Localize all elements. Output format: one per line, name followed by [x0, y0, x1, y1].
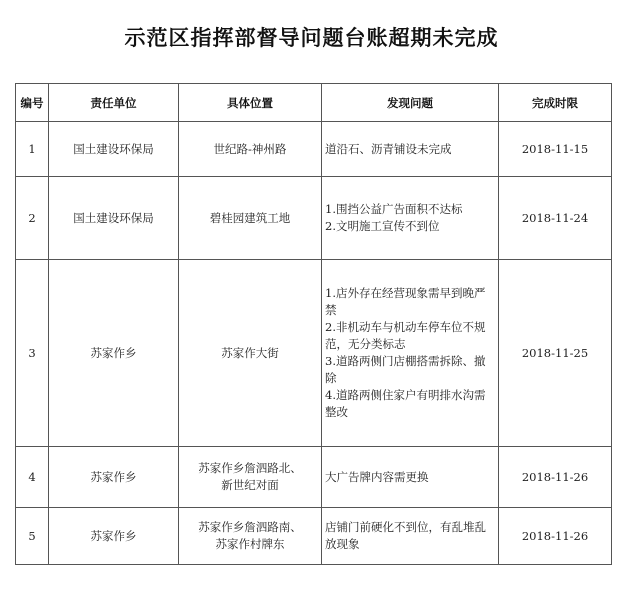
row-id: 3 — [16, 260, 49, 447]
page-title: 示范区指挥部督导问题台账超期未完成 — [124, 26, 499, 50]
row-location — [179, 447, 322, 508]
table-row — [16, 177, 612, 260]
header-id: 编号 — [16, 84, 49, 122]
problem-item: 3.道路两侧门店棚搭需拆除、撤除 — [325, 354, 486, 385]
table-row — [16, 447, 612, 508]
problem-item: 店铺门前硬化不到位，有乱堆乱放现象 — [325, 520, 486, 551]
row-unit: 苏家作乡 — [49, 508, 179, 565]
row-deadline: 2018-11-25 — [499, 260, 612, 447]
row-problem — [322, 122, 499, 177]
row-id: 4 — [16, 447, 49, 508]
row-deadline: 2018-11-15 — [499, 122, 612, 177]
problem-item: 1.店外存在经营现象需早到晚严禁 — [325, 286, 486, 317]
location-line: 苏家作大街 — [221, 345, 279, 360]
problem-item: 大广告牌内容需更换 — [325, 469, 429, 484]
row-deadline: 2018-11-26 — [499, 508, 612, 565]
location-line: 新世纪对面 — [221, 478, 279, 492]
table-row — [16, 260, 612, 447]
row-problem — [322, 260, 499, 447]
problem-item: 2.文明施工宣传不到位 — [325, 219, 440, 233]
problem-item: 2.非机动车与机动车停车位不规范，无分类标志 — [325, 320, 486, 351]
header-deadline: 完成时限 — [499, 84, 612, 122]
problem-item: 4.道路两侧住家户有明排水沟需整改 — [325, 388, 486, 419]
header-location: 具体位置 — [179, 84, 322, 122]
location-line: 苏家作乡詹泗路北、 — [198, 461, 302, 475]
row-problem — [322, 508, 499, 565]
row-id: 5 — [16, 508, 49, 565]
row-deadline: 2018-11-24 — [499, 177, 612, 260]
row-location — [179, 508, 322, 565]
row-problem — [322, 447, 499, 508]
table-row — [16, 122, 612, 177]
row-problem — [322, 177, 499, 260]
row-location — [179, 177, 322, 260]
row-location — [179, 260, 322, 447]
row-unit: 国土建设环保局 — [49, 122, 179, 177]
row-id: 1 — [16, 122, 49, 177]
row-location — [179, 122, 322, 177]
problem-item: 道沿石、沥青铺设未完成 — [325, 141, 452, 156]
header-unit: 责任单位 — [49, 84, 179, 122]
location-line: 世纪路-神州路 — [213, 141, 287, 156]
supervision-ledger-table — [15, 83, 612, 565]
row-unit: 苏家作乡 — [49, 447, 179, 508]
location-line: 苏家作乡詹泗路南、 — [198, 520, 302, 534]
location-line: 苏家作村牌东 — [215, 537, 285, 551]
table-row — [16, 508, 612, 565]
row-unit: 苏家作乡 — [49, 260, 179, 447]
row-unit: 国土建设环保局 — [49, 177, 179, 260]
problem-item: 1.围挡公益广告面积不达标 — [325, 202, 463, 216]
table-header-row — [16, 84, 612, 122]
row-id: 2 — [16, 177, 49, 260]
header-problem: 发现问题 — [322, 84, 499, 122]
location-line: 碧桂园建筑工地 — [209, 210, 291, 225]
row-deadline: 2018-11-26 — [499, 447, 612, 508]
